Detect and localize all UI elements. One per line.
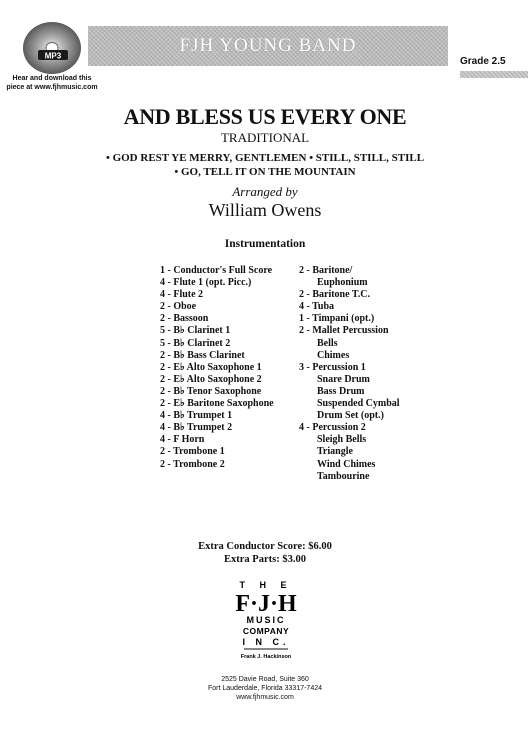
- cd-label: MP3: [44, 51, 62, 61]
- mp3-cd-icon: [22, 20, 84, 76]
- download-caption: [2, 74, 102, 92]
- song-line-1: • GOD REST YE MERRY, GENTLEMEN • STILL, STILL, STILL: [105, 152, 425, 164]
- fjh-logo: [226, 578, 306, 668]
- conductor-score-price: Extra Conductor Score: $6.00: [198, 541, 332, 552]
- address-line-2: Fort Lauderdale, Florida 33317-7424: [207, 685, 323, 692]
- instrument-item: 5 - B♭ Clarinet 1: [160, 325, 231, 337]
- download-line-2: piece at www.fjhmusic.com: [6, 84, 98, 91]
- instrument-item: 1 - Conductor's Full Score: [160, 265, 273, 276]
- series-name: FJH YOUNG BAND: [179, 35, 357, 56]
- instrument-item: 2 - Trombone 2: [160, 458, 225, 470]
- grade-bar: [460, 71, 528, 78]
- price-info: [0, 540, 530, 566]
- instrument-item: 4 - F Horn: [160, 434, 205, 446]
- instrument-subitem: Wind Chimes: [317, 458, 376, 470]
- arranged-by-label: Arranged by: [232, 184, 298, 199]
- logo-founder: Frank J. Hackinson: [240, 654, 292, 660]
- instrument-item: 2 - Trombone 1: [160, 446, 225, 458]
- instrument-item: 2 - E♭ Baritone Saxophone: [160, 398, 274, 410]
- logo-row-1: T H E: [239, 580, 293, 590]
- instrumentation-heading: Instrumentation: [224, 238, 306, 250]
- instrument-item: 2 - B♭ Bass Clarinet: [160, 349, 245, 361]
- logo-row-5: I N C.: [242, 637, 290, 647]
- download-line-1: Hear and download this: [12, 75, 92, 82]
- logo-row-4: COMPANY: [242, 626, 290, 636]
- instrument-item: 4 - Flute 2: [160, 289, 204, 301]
- instrument-subitem: Suspended Cymbal: [317, 398, 400, 410]
- instrument-subitem: Sleigh Bells: [317, 434, 367, 446]
- instrument-item: 4 - Tuba: [299, 301, 335, 313]
- instrument-subitem: Chimes: [317, 349, 350, 361]
- instrument-item: 2 - Mallet Percussion: [299, 325, 389, 337]
- logo-row-2: F·J·H: [235, 591, 297, 617]
- instrument-item: 2 - Baritone/: [299, 265, 353, 276]
- publisher-address: [0, 675, 530, 702]
- instrument-item: 2 - Baritone T.C.: [299, 289, 371, 301]
- instrument-subitem: Euphonium: [317, 277, 368, 289]
- instrument-item: 2 - Oboe: [160, 301, 197, 313]
- instrument-list-left: [160, 265, 274, 471]
- instrument-subitem: Triangle: [317, 446, 353, 458]
- instrument-item: 4 - Flute 1 (opt. Picc.): [160, 277, 252, 289]
- instrument-subitem: Drum Set (opt.): [317, 410, 384, 422]
- instrument-subitem: Bells: [317, 337, 338, 349]
- instrument-item: 4 - B♭ Trumpet 1: [160, 410, 233, 422]
- arranger-name: William Owens: [208, 200, 322, 220]
- website: www.fjhmusic.com: [236, 694, 294, 701]
- instrument-item: 2 - E♭ Alto Saxophone 2: [160, 373, 262, 385]
- instrument-subitem: Bass Drum: [317, 385, 365, 397]
- piece-subtitle: TRADITIONAL: [220, 130, 310, 145]
- instrument-item: 2 - B♭ Tenor Saxophone: [160, 385, 262, 397]
- grade-label: Grade 2.5: [460, 56, 506, 67]
- address-line-1: 2525 Davie Road, Suite 360: [221, 676, 309, 683]
- instrument-item: 5 - B♭ Clarinet 2: [160, 337, 231, 349]
- instrument-item: 2 - E♭ Alto Saxophone 1: [160, 361, 262, 373]
- series-banner: [88, 26, 448, 66]
- extra-parts-price: Extra Parts: $3.00: [224, 554, 306, 565]
- song-list: [0, 151, 530, 179]
- logo-row-3: MUSIC: [246, 615, 286, 625]
- instrument-subitem: Snare Drum: [317, 373, 370, 385]
- instrument-item: 2 - Bassoon: [160, 313, 209, 325]
- song-line-2: • GO, TELL IT ON THE MOUNTAIN: [174, 166, 356, 178]
- piece-title: AND BLESS US EVERY ONE: [123, 104, 407, 129]
- instrument-item: 1 - Timpani (opt.): [299, 313, 375, 325]
- instrument-item: 4 - Percussion 2: [299, 422, 366, 434]
- instrument-item: 3 - Percussion 1: [299, 361, 366, 373]
- instrument-subitem: Tambourine: [317, 470, 370, 482]
- instrument-list-right: [299, 265, 400, 483]
- instrument-item: 4 - B♭ Trumpet 2: [160, 422, 233, 434]
